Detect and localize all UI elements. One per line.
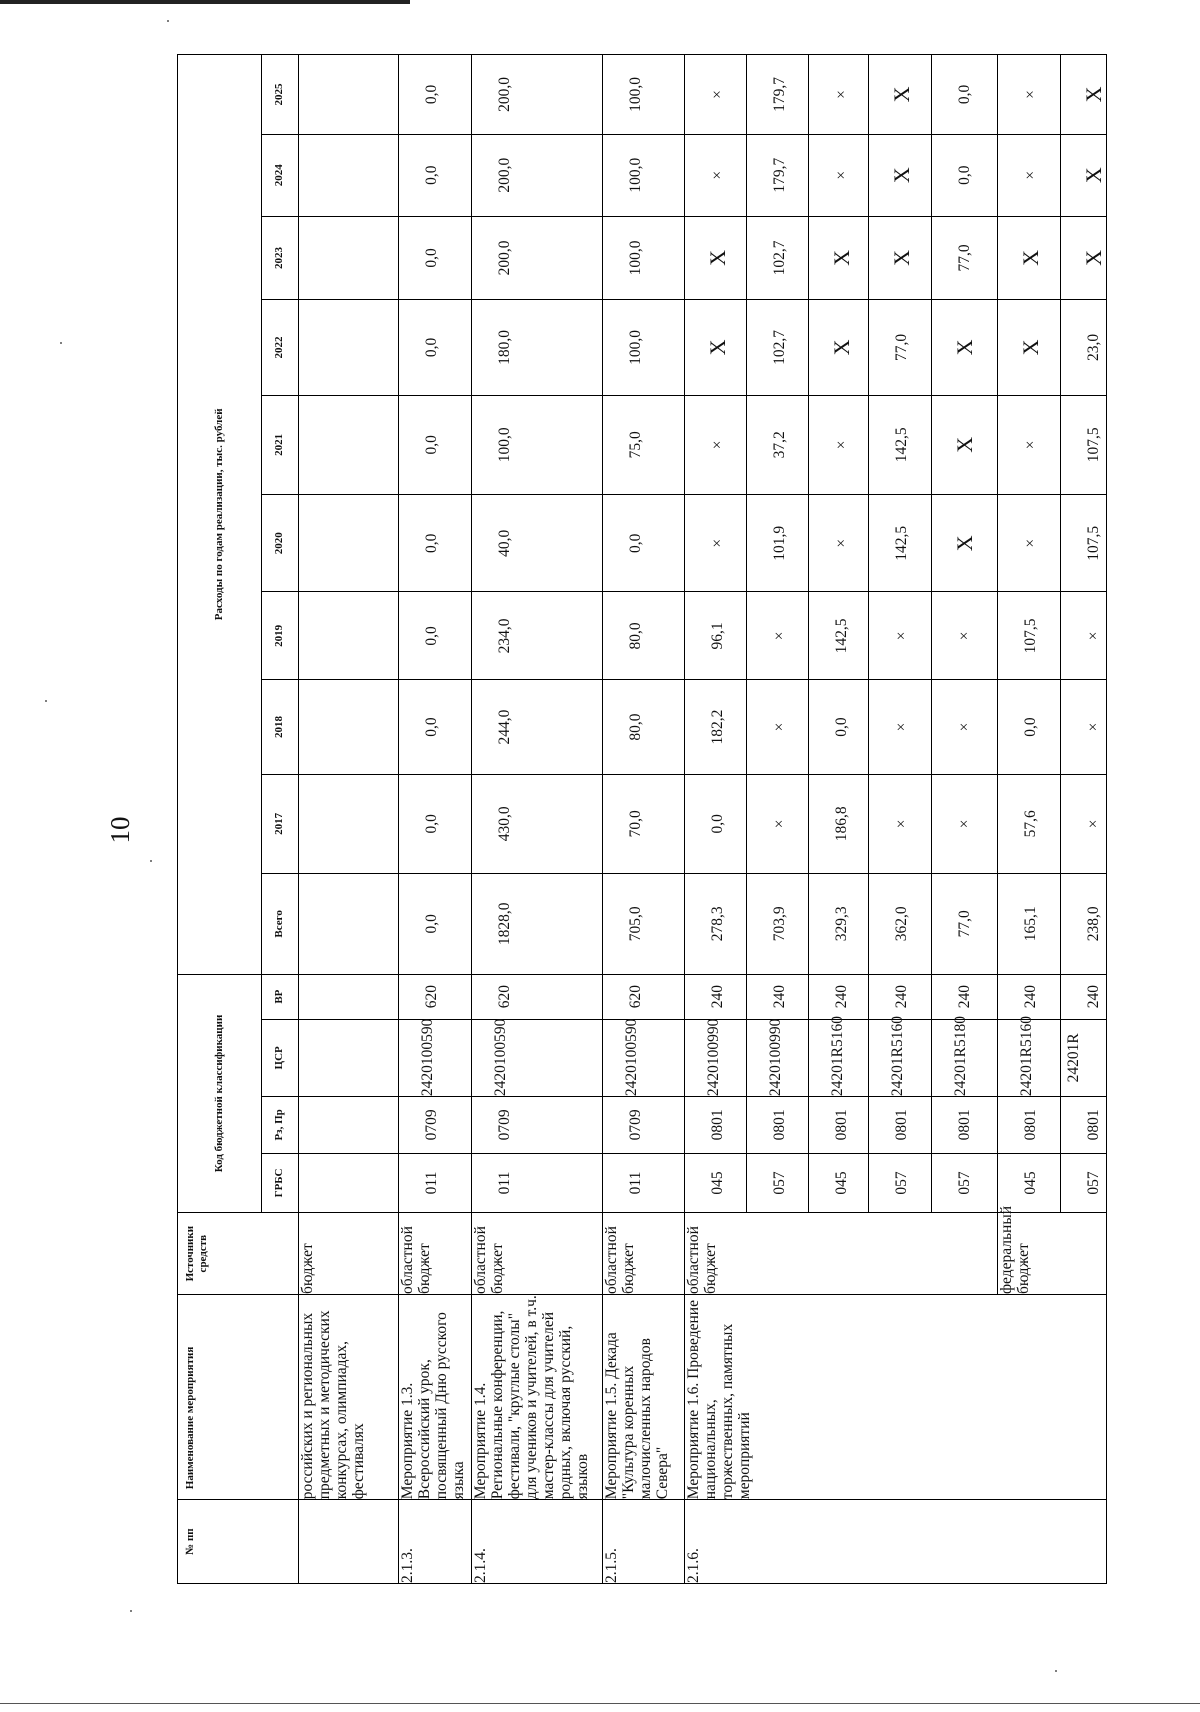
header-source: Источники средств: [178, 1213, 299, 1295]
year-amount-2022: 100,0: [602, 300, 685, 395]
scan-edge-line-top: [0, 0, 410, 4]
year-amount-2024: X: [868, 134, 932, 216]
year-amount-2021: 37,2: [746, 395, 808, 494]
rzpr-code: 0801: [1061, 1097, 1107, 1154]
year-amount-2017: 0,0: [399, 774, 472, 873]
table-row: [602, 55, 685, 1584]
funding-source: областной бюджет: [685, 1213, 997, 1295]
rzpr-code: 0801: [868, 1097, 932, 1154]
year-amount-2023: X: [685, 216, 746, 300]
year-amount-2025: X: [1061, 55, 1107, 135]
table-row: [399, 55, 472, 1584]
total-amount: [298, 874, 399, 975]
total-amount: 238,0: [1061, 874, 1107, 975]
funding-source: бюджет: [298, 1213, 399, 1295]
rzpr-code: 0801: [997, 1097, 1061, 1154]
csr-code: 24201R5180: [932, 1019, 998, 1096]
csr-code: 2420100590: [472, 1019, 602, 1096]
csr-code: 24201R5160: [809, 1019, 868, 1096]
year-amount-2024: 0,0: [932, 134, 998, 216]
year-amount-2020: [298, 495, 399, 592]
year-amount-2018: [298, 680, 399, 774]
scan-speck: [60, 342, 62, 344]
year-amount-2018: 244,0: [472, 680, 602, 774]
grbs-code: [298, 1153, 399, 1213]
header-year-2024: 2024: [261, 134, 298, 216]
row-number: 2.1.5.: [602, 1500, 685, 1584]
year-amount-2025: ×: [685, 55, 746, 135]
header-grbs: ГРБС: [261, 1153, 298, 1213]
year-amount-2021: 0,0: [399, 395, 472, 494]
year-amount-2022: 180,0: [472, 300, 602, 395]
table-row: [472, 55, 602, 1584]
year-amount-2017: 57,6: [997, 774, 1061, 873]
year-amount-2018: 80,0: [602, 680, 685, 774]
header-rzpr: Рз, Пр: [261, 1097, 298, 1154]
vr-code: 240: [1061, 974, 1107, 1019]
header-year-2022: 2022: [261, 300, 298, 395]
rzpr-code: 0709: [399, 1097, 472, 1154]
total-amount: 165,1: [997, 874, 1061, 975]
vr-code: 620: [399, 974, 472, 1019]
year-amount-2025: 179,7: [746, 55, 808, 135]
year-amount-2021: ×: [997, 395, 1061, 494]
year-amount-2019: 0,0: [399, 592, 472, 680]
year-amount-2020: 40,0: [472, 495, 602, 592]
header-year-2025: 2025: [261, 55, 298, 135]
year-amount-2017: 70,0: [602, 774, 685, 873]
year-amount-2018: 182,2: [685, 680, 746, 774]
activity-name: Мероприятие 1.5. Декада "Культура коренных малочисленных народов Севера": [602, 1295, 685, 1500]
rzpr-code: 0801: [932, 1097, 998, 1154]
year-amount-2018: 0,0: [997, 680, 1061, 774]
scan-edge-line-bottom: [0, 1703, 1200, 1704]
year-amount-2020: ×: [685, 495, 746, 592]
total-amount: 362,0: [868, 874, 932, 975]
grbs-code: 011: [602, 1153, 685, 1213]
year-amount-2017: ×: [746, 774, 808, 873]
year-amount-2025: X: [868, 55, 932, 135]
csr-code: 2420100990: [685, 1019, 746, 1096]
year-amount-2023: X: [1061, 216, 1107, 300]
scan-speck: [167, 20, 169, 22]
budget-table-sheet: [177, 54, 1107, 1584]
year-amount-2019: 234,0: [472, 592, 602, 680]
csr-code: 2420100590: [399, 1019, 472, 1096]
header-year-2020: 2020: [261, 495, 298, 592]
vr-code: 620: [472, 974, 602, 1019]
year-amount-2018: ×: [932, 680, 998, 774]
rzpr-code: 0709: [602, 1097, 685, 1154]
vr-code: 620: [602, 974, 685, 1019]
year-amount-2021: ×: [685, 395, 746, 494]
year-amount-2023: 77,0: [932, 216, 998, 300]
year-amount-2020: ×: [997, 495, 1061, 592]
year-amount-2024: ×: [997, 134, 1061, 216]
scan-speck: [1055, 1670, 1057, 1672]
year-amount-2023: 102,7: [746, 216, 808, 300]
header-name: Наименование мероприятия: [178, 1295, 299, 1500]
header-vr: ВР: [261, 974, 298, 1019]
year-amount-2023: X: [809, 216, 868, 300]
year-amount-2018: 0,0: [809, 680, 868, 774]
year-amount-2019: ×: [932, 592, 998, 680]
funding-source: областной бюджет: [472, 1213, 602, 1295]
year-amount-2025: ×: [809, 55, 868, 135]
year-amount-2017: ×: [868, 774, 932, 873]
year-amount-2025: 200,0: [472, 55, 602, 135]
header-year-2021: 2021: [261, 395, 298, 494]
year-amount-2024: [298, 134, 399, 216]
funding-source: областной бюджет: [399, 1213, 472, 1295]
year-amount-2024: X: [1061, 134, 1107, 216]
grbs-code: 011: [399, 1153, 472, 1213]
grbs-code: 057: [932, 1153, 998, 1213]
year-amount-2019: ×: [868, 592, 932, 680]
vr-code: 240: [932, 974, 998, 1019]
year-amount-2019: ×: [1061, 592, 1107, 680]
year-amount-2022: [298, 300, 399, 395]
year-amount-2020: 107,5: [1061, 495, 1107, 592]
year-amount-2023: X: [868, 216, 932, 300]
year-amount-2023: [298, 216, 399, 300]
vr-code: 240: [868, 974, 932, 1019]
table-row: [298, 55, 399, 1584]
year-amount-2025: 100,0: [602, 55, 685, 135]
vr-code: [298, 974, 399, 1019]
scan-speck: [130, 1610, 132, 1612]
header-csr: ЦСР: [261, 1019, 298, 1096]
header-classification: Код бюджетной классификации: [178, 974, 262, 1213]
csr-code: 24201R5160: [997, 1019, 1061, 1096]
year-amount-2018: 0,0: [399, 680, 472, 774]
grbs-code: 057: [868, 1153, 932, 1213]
year-amount-2017: ×: [1061, 774, 1107, 873]
year-amount-2017: 0,0: [685, 774, 746, 873]
row-number: [298, 1500, 399, 1584]
year-amount-2020: 0,0: [602, 495, 685, 592]
funding-source: областной бюджет: [602, 1213, 685, 1295]
total-amount: 703,9: [746, 874, 808, 975]
vr-code: 240: [997, 974, 1061, 1019]
csr-code: 2420100590: [602, 1019, 685, 1096]
year-amount-2021: [298, 395, 399, 494]
year-amount-2019: 142,5: [809, 592, 868, 680]
vr-code: 240: [746, 974, 808, 1019]
scan-speck: [45, 700, 47, 702]
year-amount-2020: 0,0: [399, 495, 472, 592]
funding-source: федеральный бюджет: [997, 1213, 1106, 1295]
header-no: № пп: [178, 1500, 299, 1584]
year-amount-2021: ×: [809, 395, 868, 494]
grbs-code: 057: [746, 1153, 808, 1213]
year-amount-2022: X: [997, 300, 1061, 395]
year-amount-2017: ×: [932, 774, 998, 873]
year-amount-2022: X: [685, 300, 746, 395]
total-amount: 77,0: [932, 874, 998, 975]
header-expenses: Расходы по годам реализации, тыс. рублей: [178, 55, 262, 975]
year-amount-2024: ×: [685, 134, 746, 216]
year-amount-2024: ×: [809, 134, 868, 216]
year-amount-2021: 75,0: [602, 395, 685, 494]
year-amount-2020: 101,9: [746, 495, 808, 592]
grbs-code: 057: [1061, 1153, 1107, 1213]
page-number: 10: [105, 816, 135, 844]
grbs-code: 045: [809, 1153, 868, 1213]
vr-code: 240: [685, 974, 746, 1019]
activity-name: Мероприятие 1.4. Региональные конференции, фестивали, "круглые столы" для учеников и учителей, в т.ч. мастер-классы для учителей родных, включая русский, языков: [472, 1295, 602, 1500]
csr-code: 24201R5160: [868, 1019, 932, 1096]
year-amount-2023: 100,0: [602, 216, 685, 300]
year-amount-2019: [298, 592, 399, 680]
year-amount-2017: [298, 774, 399, 873]
activity-name: российских и региональных предметных и методических конкурсах, олимпиадах, фестивалях: [298, 1295, 399, 1500]
rzpr-code: 0801: [809, 1097, 868, 1154]
year-amount-2024: 100,0: [602, 134, 685, 216]
total-amount: 278,3: [685, 874, 746, 975]
year-amount-2022: 0,0: [399, 300, 472, 395]
year-amount-2018: ×: [746, 680, 808, 774]
year-amount-2019: 107,5: [997, 592, 1061, 680]
header-total: Всего: [261, 874, 298, 975]
rzpr-code: 0801: [685, 1097, 746, 1154]
year-amount-2022: 23,0: [1061, 300, 1107, 395]
rzpr-code: 0709: [472, 1097, 602, 1154]
total-amount: 705,0: [602, 874, 685, 975]
csr-code: 24201R: [1061, 1019, 1107, 1096]
total-amount: 0,0: [399, 874, 472, 975]
total-amount: 329,3: [809, 874, 868, 975]
year-amount-2020: ×: [809, 495, 868, 592]
grbs-code: 045: [997, 1153, 1061, 1213]
year-amount-2024: 200,0: [472, 134, 602, 216]
budget-table: [177, 54, 1107, 1584]
row-number: 2.1.3.: [399, 1500, 472, 1584]
year-amount-2022: 102,7: [746, 300, 808, 395]
header-year-2018: 2018: [261, 680, 298, 774]
year-amount-2022: 77,0: [868, 300, 932, 395]
row-number: 2.1.4.: [472, 1500, 602, 1584]
year-amount-2023: 200,0: [472, 216, 602, 300]
year-amount-2019: ×: [746, 592, 808, 680]
header-year-2019: 2019: [261, 592, 298, 680]
csr-code: 2420100990: [746, 1019, 808, 1096]
year-amount-2023: X: [997, 216, 1061, 300]
row-number: 2.1.6.: [685, 1500, 1107, 1584]
year-amount-2020: X: [932, 495, 998, 592]
year-amount-2024: 179,7: [746, 134, 808, 216]
activity-name: Мероприятие 1.6. Проведение национальных, торжественных, памятных мероприятий: [685, 1295, 1107, 1500]
year-amount-2019: 96,1: [685, 592, 746, 680]
table-row: [685, 55, 746, 1584]
scan-speck: [150, 860, 152, 862]
year-amount-2021: X: [932, 395, 998, 494]
grbs-code: 045: [685, 1153, 746, 1213]
table-body: [298, 55, 1106, 1584]
year-amount-2021: 142,5: [868, 395, 932, 494]
header-year-2023: 2023: [261, 216, 298, 300]
year-amount-2018: ×: [868, 680, 932, 774]
year-amount-2021: 100,0: [472, 395, 602, 494]
year-amount-2017: 430,0: [472, 774, 602, 873]
rzpr-code: [298, 1097, 399, 1154]
year-amount-2018: ×: [1061, 680, 1107, 774]
year-amount-2024: 0,0: [399, 134, 472, 216]
year-amount-2025: 0,0: [399, 55, 472, 135]
total-amount: 1828,0: [472, 874, 602, 975]
year-amount-2020: 142,5: [868, 495, 932, 592]
year-amount-2025: ×: [997, 55, 1061, 135]
header-year-2017: 2017: [261, 774, 298, 873]
csr-code: [298, 1019, 399, 1096]
year-amount-2019: 80,0: [602, 592, 685, 680]
year-amount-2021: 107,5: [1061, 395, 1107, 494]
activity-name: Мероприятие 1.3. Всероссийский урок, посвященный Дню русского языка: [399, 1295, 472, 1500]
year-amount-2017: 186,8: [809, 774, 868, 873]
year-amount-2025: 0,0: [932, 55, 998, 135]
year-amount-2025: [298, 55, 399, 135]
year-amount-2022: X: [932, 300, 998, 395]
year-amount-2022: X: [809, 300, 868, 395]
grbs-code: 011: [472, 1153, 602, 1213]
rzpr-code: 0801: [746, 1097, 808, 1154]
year-amount-2023: 0,0: [399, 216, 472, 300]
vr-code: 240: [809, 974, 868, 1019]
